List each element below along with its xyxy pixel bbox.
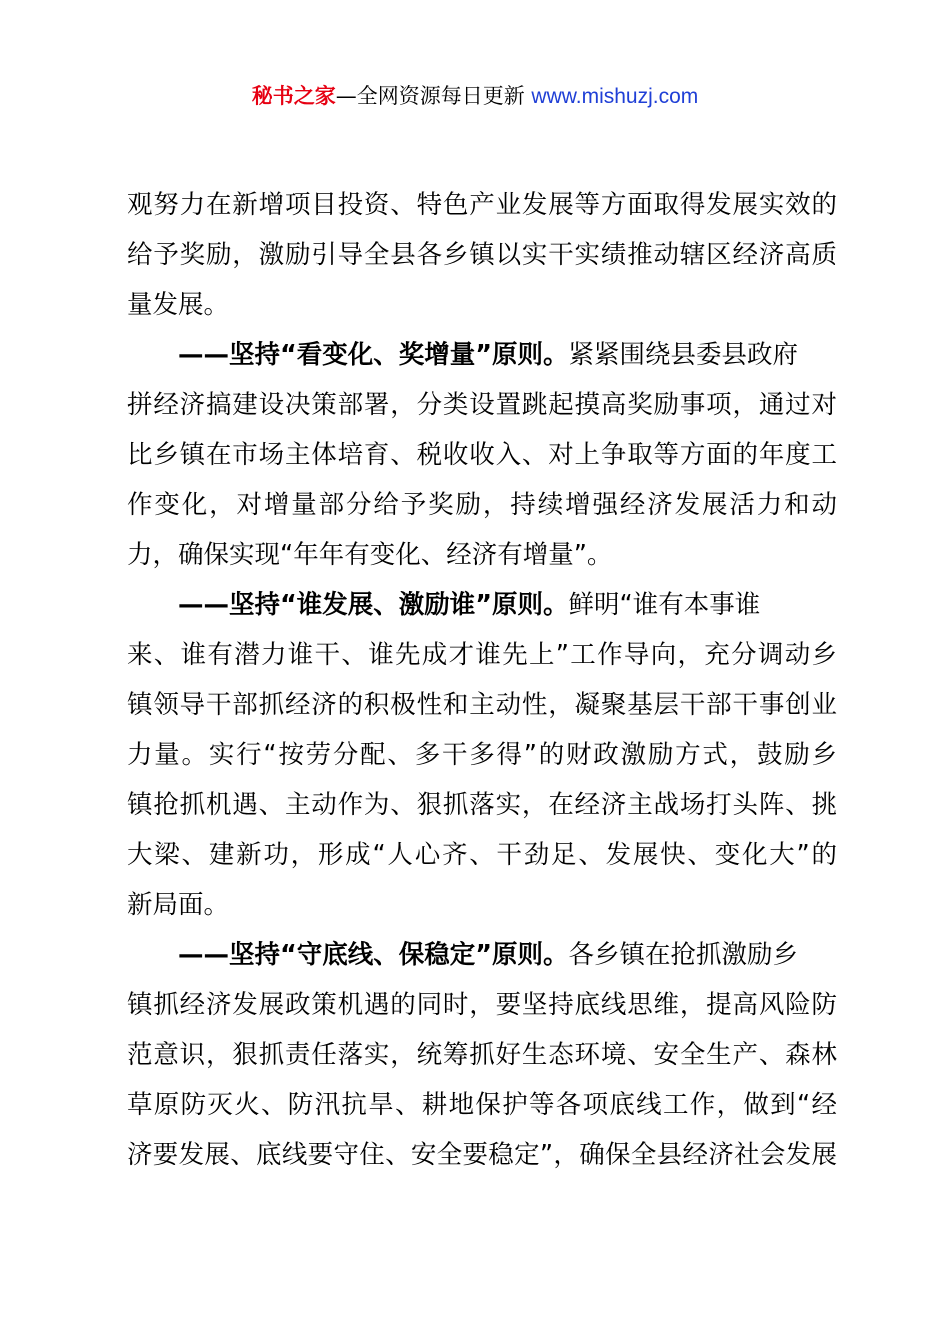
text-line: 来、谁有潜力谁干、谁先成才谁先上”工作导向，充分调动乡 <box>127 640 837 670</box>
paragraph-1 <box>127 180 837 330</box>
text-line: 作变化，对增量部分给予奖励，持续增强经济发展活力和动 <box>127 490 837 520</box>
text-line: 给予奖励，激励引导全县各乡镇以实干实绩推动辖区经济高质 <box>127 240 837 270</box>
text-run: 各乡镇在抢抓激励乡 <box>568 940 799 970</box>
paragraph-4 <box>127 930 837 1180</box>
paragraph-2 <box>127 330 837 580</box>
brand-name: 秘书之家 <box>251 84 336 108</box>
text-line: 拼经济搞建设决策部署，分类设置跳起摸高奖励事项，通过对 <box>127 390 837 420</box>
text-line: 济要发展、底线要守住、安全要稳定”，确保全县经济社会发展 <box>127 1140 837 1170</box>
text-line: 镇抓经济发展政策机遇的同时，要坚持底线思维，提高风险防 <box>127 990 837 1020</box>
text-line: 观努力在新增项目投资、特色产业发展等方面取得发展实效的 <box>127 190 837 220</box>
site-url-link[interactable]: www.mishuzj.com <box>531 85 699 108</box>
text-line: 量发展。 <box>127 290 230 320</box>
principle-heading: ——坚持“看变化、奖增量”原则。 <box>178 340 569 370</box>
text-run: 鲜明“谁有本事谁 <box>568 590 761 620</box>
paragraph-first-line <box>127 930 837 980</box>
principle-heading: ——坚持“守底线、保稳定”原则。 <box>178 940 569 970</box>
text-line: 草原防灭火、防汛抗旱、耕地保护等各项底线工作，做到“经 <box>127 1090 837 1120</box>
text-line: 新局面。 <box>127 890 230 920</box>
text-line: 范意识，狠抓责任落实，统筹抓好生态环境、安全生产、森林 <box>127 1040 837 1070</box>
paragraph-first-line <box>127 580 837 630</box>
page-header <box>0 80 950 113</box>
text-line: 力，确保实现“年年有变化、经济有增量”。 <box>127 540 613 570</box>
principle-heading: ——坚持“谁发展、激励谁”原则。 <box>178 590 569 620</box>
text-line: 力量。实行“按劳分配、多干多得”的财政激励方式，鼓励乡 <box>127 740 837 770</box>
text-line: 大梁、建新功，形成“人心齐、干劲足、发展快、变化大”的 <box>127 840 837 870</box>
document-body <box>127 180 837 1180</box>
text-line: 比乡镇在市场主体培育、税收收入、对上争取等方面的年度工 <box>127 440 837 470</box>
paragraph-first-line <box>127 330 837 380</box>
text-line: 镇领导干部抓经济的积极性和主动性，凝聚基层干部干事创业 <box>127 690 837 720</box>
paragraph-3 <box>127 580 837 930</box>
text-line: 镇抢抓机遇、主动作为、狠抓落实，在经济主战场打头阵、挑 <box>127 790 837 820</box>
text-run: 紧紧围绕县委县政府 <box>568 340 799 370</box>
header-slogan: —全网资源每日更新 <box>335 84 532 108</box>
